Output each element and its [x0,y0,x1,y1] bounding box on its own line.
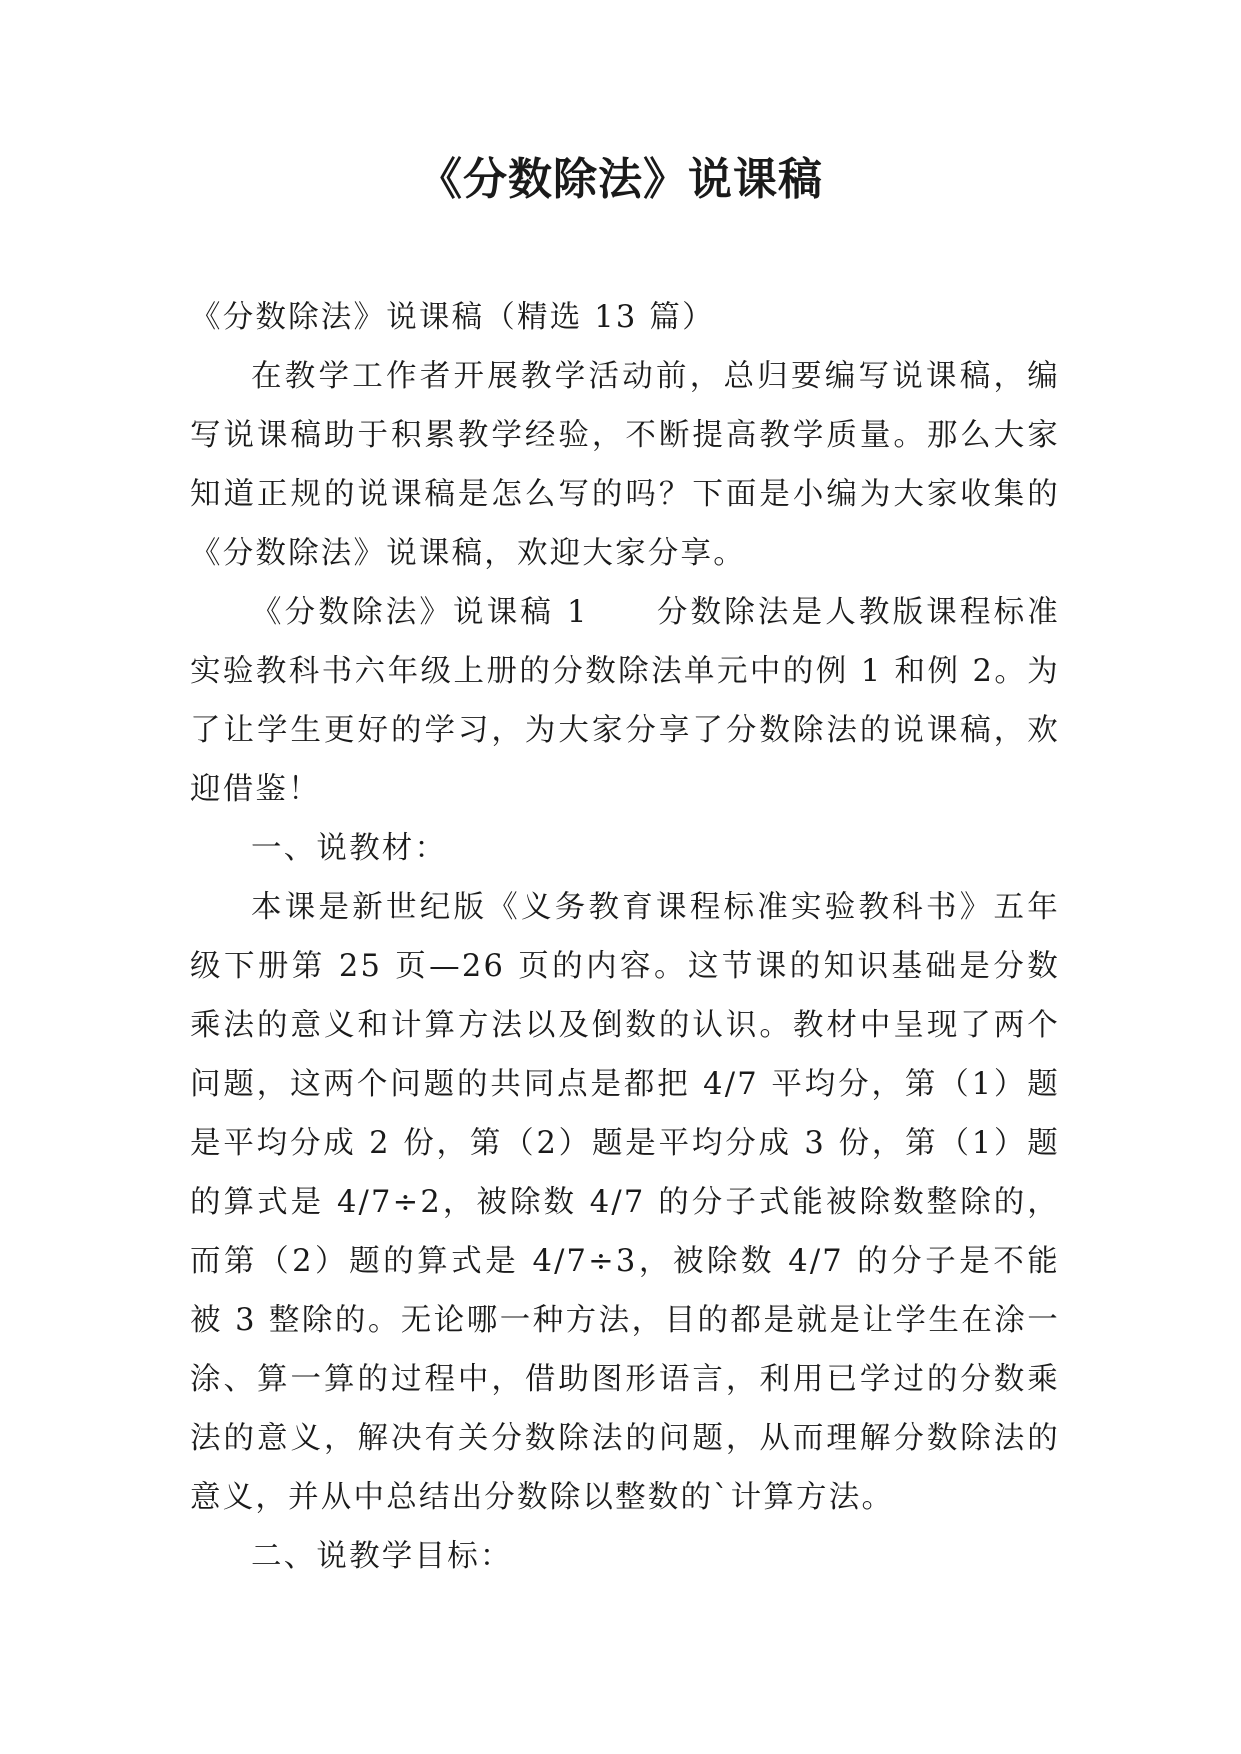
document-title: 《分数除法》说课稿 [418,154,823,205]
document-body [190,288,1060,1586]
intro-paragraph: 在教学工作者开展教学活动前，总归要编写说课稿，编写说课稿助于积累教学经验，不断提高教学质量。那么大家知道正规的说课稿是怎么写的吗？下面是小编为大家收集的《分数除法》说课稿，欢迎大家分享。 [190,359,1060,571]
section1-intro-paragraph: 《分数除法》说课稿 1 分数除法是人教版课程标准实验教科书六年级上册的分数除法单元中的例 1 和例 2。为了让学生更好的学习，为大家分享了分数除法的说课稿，欢迎借鉴！ [190,595,1060,807]
heading-textbook: 一、说教材： [251,831,448,866]
heading-teaching-goals: 二、说教学目标： [251,1539,513,1574]
document-subtitle: 《分数除法》说课稿（精选 13 篇） [190,300,715,335]
textbook-paragraph: 本课是新世纪版《义务教育课程标准实验教科书》五年级下册第 25 页—26 页的内容。这节课的知识基础是分数乘法的意义和计算方法以及倒数的认识。教材中呈现了两个问题，这两个问题的共同点是都把 4/7 平均分，第（1）题是平均分成 2 份，第（2）题是平均分成 3 份，第（1）题的算式是 4/7÷2，被除数 4/7 的分子式能被除数整除的，而第（2）题的算式是 4/7÷3，被除数 4/7 的分子是不能被 3 整除的。无论哪一种方法，目的都是就是让学生在涂一涂、算一算的过程中，借助图形语言，利用已学过的分数乘法的意义，解决有关分数除法的问题，从而理解分数除法的意义，并从中总结出分数除以整数的`计算方法。 [190,890,1060,1515]
